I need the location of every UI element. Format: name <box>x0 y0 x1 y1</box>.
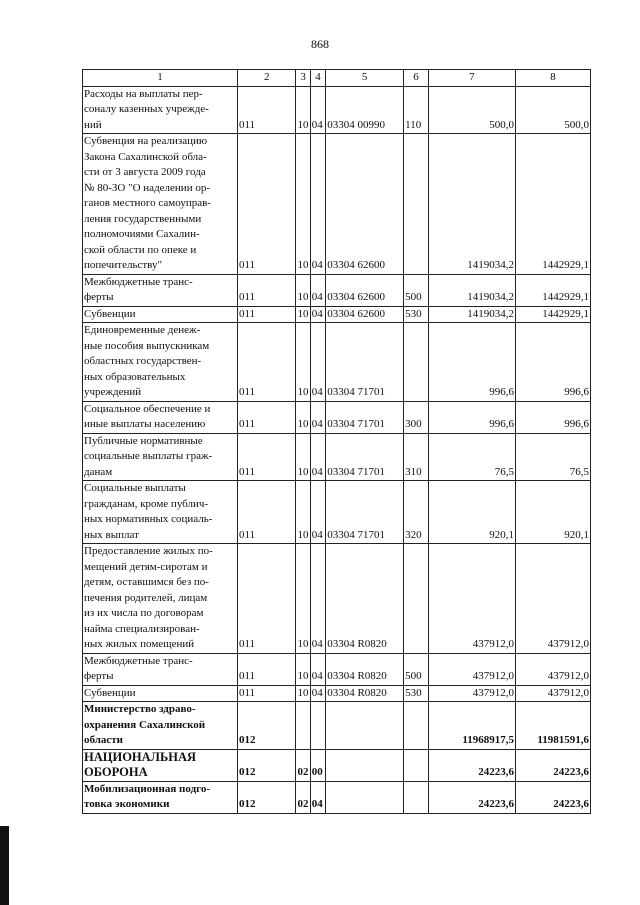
row-name-cell: Министерство здраво- охранения Сахалинской области <box>83 702 238 750</box>
table-cell-c4: 04 <box>310 323 325 402</box>
row-name-cell: Мобилизационная подго- товка экономики <box>83 781 238 813</box>
table-cell-c2: 012 <box>237 702 295 750</box>
table-cell-c4: 04 <box>310 306 325 323</box>
table-row <box>83 781 591 813</box>
table-cell-c6: 530 <box>404 306 429 323</box>
column-header: 1 <box>83 70 238 87</box>
table-cell-c6: 300 <box>404 401 429 433</box>
table-cell-c5: 03304 62600 <box>326 306 404 323</box>
row-name-cell: Субвенции <box>83 685 238 702</box>
table-cell-c3: 02 <box>296 781 310 813</box>
row-name-cell: Межбюджетные транс- ферты <box>83 653 238 685</box>
table-cell-c8: 1442929,1 <box>516 134 591 275</box>
scan-edge-mark <box>0 826 9 905</box>
table-cell-c8: 437912,0 <box>516 685 591 702</box>
table-cell-c4: 04 <box>310 274 325 306</box>
table-cell-c3: 10 <box>296 323 310 402</box>
table-cell-c2: 011 <box>237 653 295 685</box>
row-name-cell: Межбюджетные транс- ферты <box>83 274 238 306</box>
table-cell-c2: 011 <box>237 306 295 323</box>
table-row <box>83 653 591 685</box>
table-row <box>83 306 591 323</box>
table-cell-c7: 500,0 <box>428 86 515 134</box>
table-cell-c8: 996,6 <box>516 401 591 433</box>
table-cell-c3: 10 <box>296 134 310 275</box>
table-cell-c4: 04 <box>310 433 325 481</box>
table-cell-c8: 1442929,1 <box>516 274 591 306</box>
table-cell-c5 <box>326 781 404 813</box>
row-name-cell: Субвенция на реализацию Закона Сахалинской обла- сти от 3 августа 2009 года № 80-ЗО "О наделении ор- ганов местного самоуправ- ления государственными полномочиями Сахалин- ской области по опеке и попечительству" <box>83 134 238 275</box>
table-cell-c3: 10 <box>296 653 310 685</box>
table-cell-c7: 437912,0 <box>428 544 515 654</box>
table-cell-c5: 03304 R0820 <box>326 685 404 702</box>
table-cell-c7: 920,1 <box>428 481 515 544</box>
table-row <box>83 134 591 275</box>
table-cell-c7: 1419034,2 <box>428 134 515 275</box>
table-row <box>83 274 591 306</box>
table-cell-c3: 10 <box>296 433 310 481</box>
table-cell-c4: 04 <box>310 481 325 544</box>
table-cell-c4: 04 <box>310 86 325 134</box>
column-header: 2 <box>237 70 295 87</box>
table-row <box>83 544 591 654</box>
table-row <box>83 481 591 544</box>
row-name-cell: Социальные выплаты гражданам, кроме публич- ных нормативных социаль- ных выплат <box>83 481 238 544</box>
table-cell-c2: 011 <box>237 401 295 433</box>
table-cell-c6: 530 <box>404 685 429 702</box>
table-cell-c7: 437912,0 <box>428 653 515 685</box>
column-header: 6 <box>404 70 429 87</box>
table-cell-c4: 00 <box>310 749 325 781</box>
table-cell-c3: 10 <box>296 685 310 702</box>
table-cell-c2: 011 <box>237 685 295 702</box>
table-cell-c8: 437912,0 <box>516 653 591 685</box>
table-cell-c2: 011 <box>237 323 295 402</box>
table-cell-c2: 012 <box>237 749 295 781</box>
row-name-cell: Социальное обеспечение и иные выплаты населению <box>83 401 238 433</box>
table-cell-c7: 1419034,2 <box>428 274 515 306</box>
table-cell-c7: 1419034,2 <box>428 306 515 323</box>
table-cell-c7: 76,5 <box>428 433 515 481</box>
table-cell-c6: 500 <box>404 274 429 306</box>
table-header-row <box>83 70 591 87</box>
table-cell-c5: 03304 62600 <box>326 134 404 275</box>
budget-table <box>82 69 591 814</box>
table-cell-c7: 996,6 <box>428 401 515 433</box>
table-cell-c7: 24223,6 <box>428 749 515 781</box>
table-cell-c8: 76,5 <box>516 433 591 481</box>
table-cell-c8: 500,0 <box>516 86 591 134</box>
table-cell-c5 <box>326 702 404 750</box>
table-cell-c3: 10 <box>296 401 310 433</box>
table-body <box>83 86 591 813</box>
table-row <box>83 433 591 481</box>
table-cell-c2: 012 <box>237 781 295 813</box>
table-cell-c4: 04 <box>310 685 325 702</box>
table-cell-c6 <box>404 323 429 402</box>
table-cell-c4 <box>310 702 325 750</box>
table-cell-c6 <box>404 781 429 813</box>
table-cell-c8: 437912,0 <box>516 544 591 654</box>
table-cell-c7: 24223,6 <box>428 781 515 813</box>
table-cell-c3: 10 <box>296 481 310 544</box>
table-cell-c2: 011 <box>237 433 295 481</box>
table-cell-c6 <box>404 134 429 275</box>
table-cell-c6: 500 <box>404 653 429 685</box>
page-number: 868 <box>311 37 329 51</box>
column-header: 3 <box>296 70 310 87</box>
table-cell-c2: 011 <box>237 274 295 306</box>
table-cell-c6: 310 <box>404 433 429 481</box>
table-cell-c3: 10 <box>296 86 310 134</box>
table-cell-c6: 320 <box>404 481 429 544</box>
table-cell-c8: 24223,6 <box>516 781 591 813</box>
table-row <box>83 749 591 781</box>
table-cell-c5: 03304 R0820 <box>326 653 404 685</box>
table-row <box>83 323 591 402</box>
table-cell-c6 <box>404 702 429 750</box>
column-header: 5 <box>326 70 404 87</box>
table-cell-c2: 011 <box>237 86 295 134</box>
table-cell-c2: 011 <box>237 134 295 275</box>
table-cell-c2: 011 <box>237 544 295 654</box>
table-cell-c5 <box>326 749 404 781</box>
table-cell-c3: 10 <box>296 544 310 654</box>
table-cell-c8: 11981591,6 <box>516 702 591 750</box>
table-row <box>83 401 591 433</box>
table-cell-c6 <box>404 544 429 654</box>
table-cell-c4: 04 <box>310 653 325 685</box>
table-cell-c8: 1442929,1 <box>516 306 591 323</box>
table-cell-c7: 437912,0 <box>428 685 515 702</box>
table-cell-c3: 10 <box>296 274 310 306</box>
row-name-cell: Расходы на выплаты пер- соналу казенных учрежде- ний <box>83 86 238 134</box>
table-cell-c6 <box>404 749 429 781</box>
table-cell-c4: 04 <box>310 781 325 813</box>
table-cell-c5: 03304 R0820 <box>326 544 404 654</box>
table-row <box>83 702 591 750</box>
table-cell-c5: 03304 71701 <box>326 433 404 481</box>
table-cell-c8: 996,6 <box>516 323 591 402</box>
table-row <box>83 685 591 702</box>
table-cell-c3: 10 <box>296 306 310 323</box>
table-cell-c3 <box>296 702 310 750</box>
table-cell-c8: 920,1 <box>516 481 591 544</box>
column-header: 8 <box>516 70 591 87</box>
table-cell-c7: 11968917,5 <box>428 702 515 750</box>
row-name-cell: Публичные нормативные социальные выплаты граж- данам <box>83 433 238 481</box>
table-cell-c5: 03304 62600 <box>326 274 404 306</box>
table-cell-c4: 04 <box>310 134 325 275</box>
table-cell-c5: 03304 71701 <box>326 401 404 433</box>
table-cell-c5: 03304 71701 <box>326 481 404 544</box>
table-cell-c7: 996,6 <box>428 323 515 402</box>
table-cell-c2: 011 <box>237 481 295 544</box>
table-cell-c6: 110 <box>404 86 429 134</box>
row-name-cell: НАЦИОНАЛЬНАЯ ОБОРОНА <box>83 749 238 781</box>
table-cell-c4: 04 <box>310 401 325 433</box>
table-row <box>83 86 591 134</box>
row-name-cell: Единовременные денеж- ные пособия выпускникам областных государствен- ных образовательных учреждений <box>83 323 238 402</box>
row-name-cell: Предоставление жилых по- мещений детям-сиротам и детям, оставшимся без по- печения родителей, лицам из их числа по договорам найма специализирован- ных жилых помещений <box>83 544 238 654</box>
row-name-cell: Субвенции <box>83 306 238 323</box>
table-cell-c8: 24223,6 <box>516 749 591 781</box>
column-header: 7 <box>428 70 515 87</box>
table-cell-c5: 03304 71701 <box>326 323 404 402</box>
table-cell-c5: 03304 00990 <box>326 86 404 134</box>
column-header: 4 <box>310 70 325 87</box>
table-cell-c4: 04 <box>310 544 325 654</box>
table-cell-c3: 02 <box>296 749 310 781</box>
